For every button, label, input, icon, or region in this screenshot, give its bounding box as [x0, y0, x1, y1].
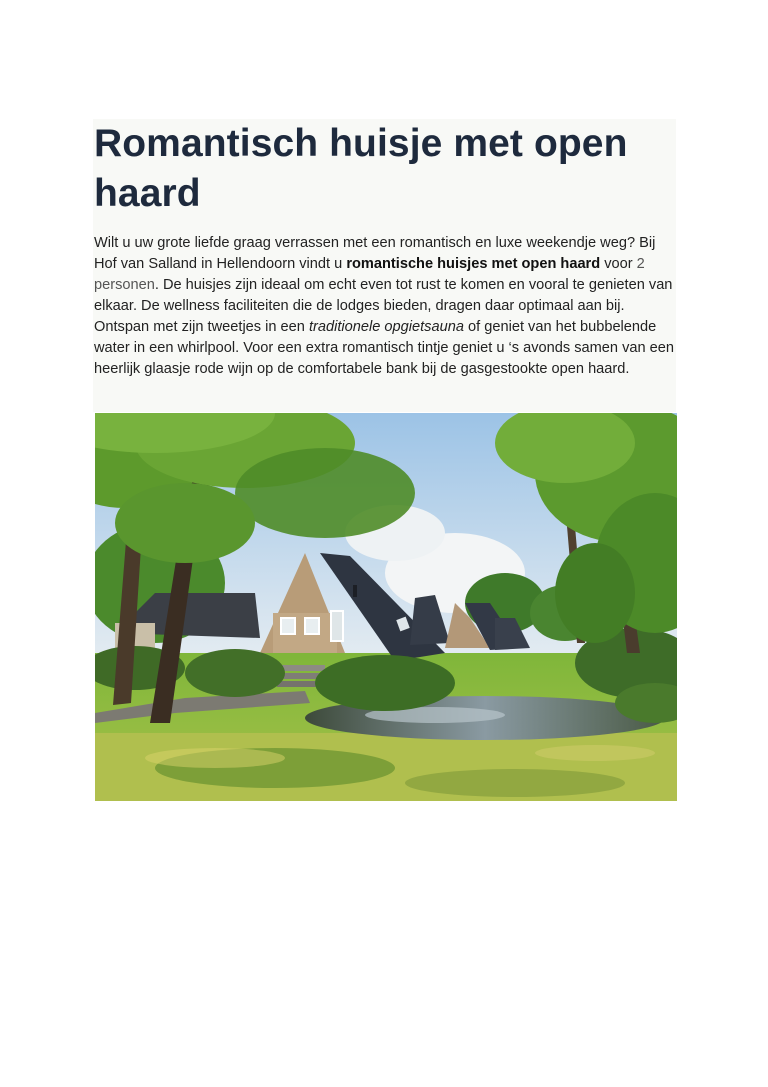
- paragraph-text-3: . De huisjes zijn ideaal om echt even tot rust te komen en vooral te genieten van elkaar. De wellness faciliteiten die de lodges bieden, dragen daar optimaal aan bij. Ontspan met zijn tweetjes in een: [94, 277, 673, 335]
- article-paragraph: [94, 233, 678, 380]
- article-title: Romantisch huisje met open haard: [94, 122, 628, 215]
- paragraph-bold-text: romantische huisjes met open haard: [346, 256, 601, 272]
- persons-link[interactable]: 2 personen: [94, 256, 645, 293]
- cottage-photo: [95, 413, 677, 801]
- paragraph-text-2: voor: [600, 256, 637, 272]
- paragraph-italic-text: traditionele opgietsauna: [308, 319, 464, 335]
- paragraph-text-4: of geniet van het bubbelende water in een whirlpool. Voor een extra romantisch tintje geniet u ‘s avonds samen van een heerlijk glaasje rode wijn op de comfortabele bank bij de gasgestookte open haard.: [94, 319, 675, 377]
- paragraph-text-1: Wilt u uw grote liefde graag verrassen met een romantisch en luxe weekendje weg? Bij Hof van Salland in Hellendoorn vindt u: [94, 235, 656, 272]
